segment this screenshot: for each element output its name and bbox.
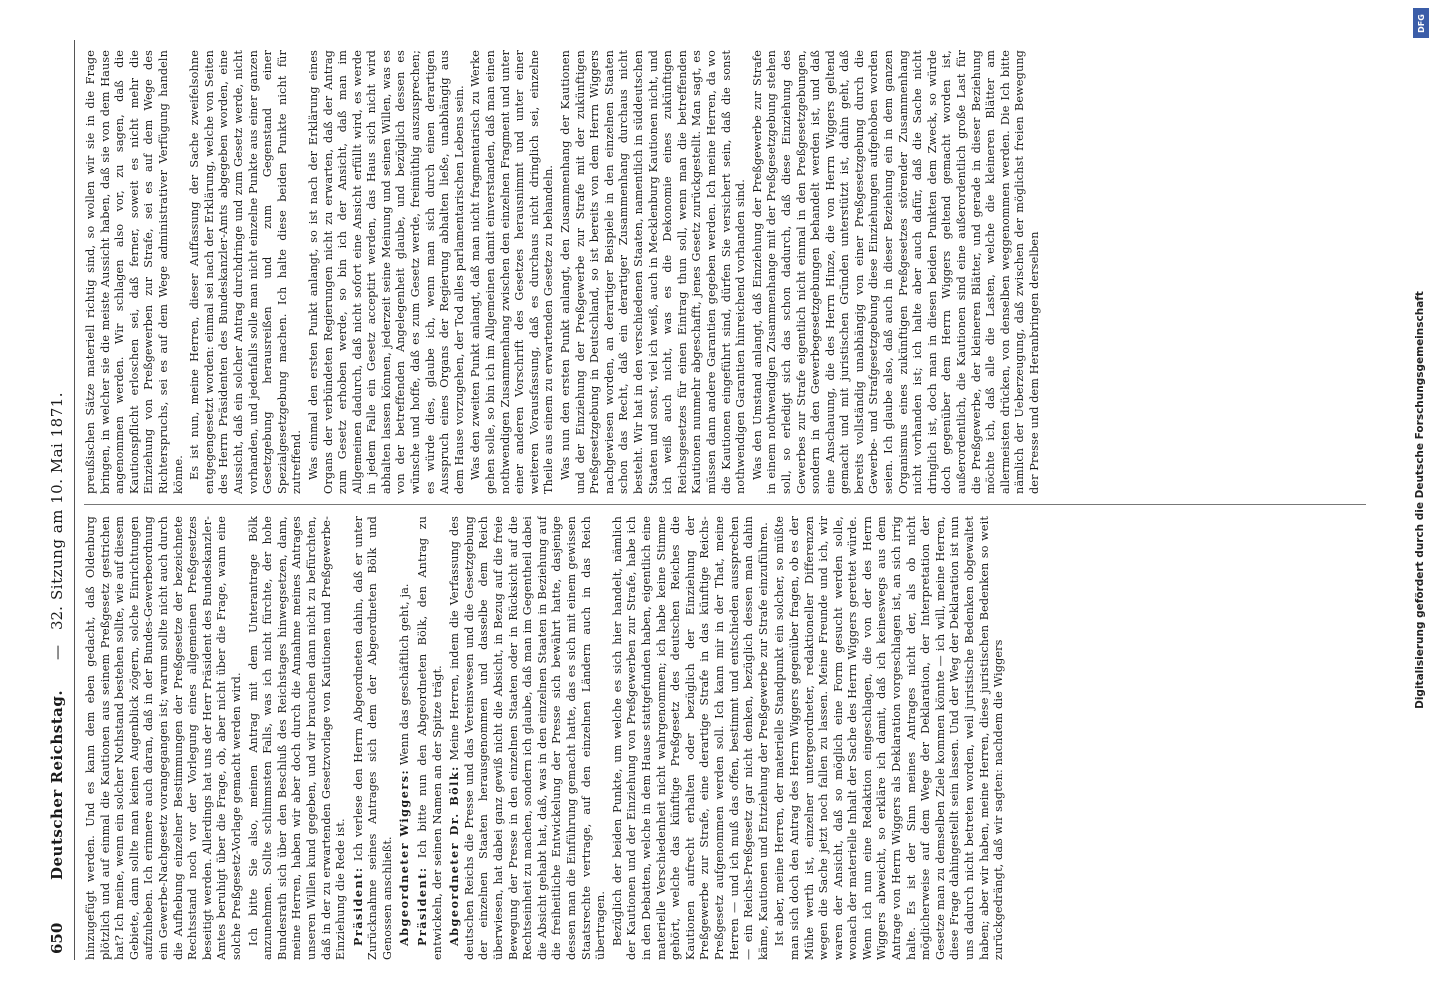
column-divider: [84, 504, 1366, 505]
paragraph: [415, 516, 445, 960]
session-date: Sitzung am 10. Mai 1871.: [48, 391, 66, 600]
paragraph-text: Was einmal den ersten Punkt anlangt, so ist nach der Erklärung eines Organs der verbündeten Regierungen nicht zu erwarten, daß der Antrag zum Gesetz erhoben werde, so bin ich der Ansicht, daß man im Allgemeinen dadurch, daß nicht sofort eine Ansicht erfüllt wird, es werde in jedem Falle ein Gesetz acceptirt werden, das Haus sich nicht wird abhalten lassen können, jederzeit seine Meinung und seinen Willen, was es von der betreffenden Angelegenheit glaube, und bezüglich dessen es wünsche und hoffe, daß es zum Gesetz werde, freimüthig auszusprechen; es würde dies, glaube ich, wenn man sich durch einen derartigen Ausspruch eines Organs der Regierung abhalten ließe, unabhängig aus dem Hause vorzugehen, der Tod alles parlamentarischen Lebens sein.: [306, 50, 466, 494]
paragraph: [773, 516, 1007, 960]
paragraph: [397, 516, 413, 960]
paragraph: [751, 50, 1043, 494]
paragraph-text: Ich bitte nun den Abgeordneten Bölk, den Antrag zu entwickeln, der seinen Namen an der Spitze trägt.: [416, 516, 444, 960]
paragraph: [611, 516, 772, 960]
paragraph-text: Ich bitte Sie also, meinen Antrag mit dem Unterantrage Bölk anzunehmen. Sollte schlimmsten Falls, was ich nicht fürchte, der hohe Bundesrath sich über den Beschluß des Reichstages hinwegsetzen, dann, meine Herren, haben wir aber doch durch die Annahme meines Antrages unseren Willen kund gegeben, und wir brauchen dann nicht zu befürchten, daß in der zu erwartenden Gesetzvorlage von Kautionen und Preßgewerbe-Einziehung die Rede ist.: [246, 516, 348, 960]
paragraph: [351, 516, 396, 960]
dfg-logo: [1413, 8, 1429, 38]
speaker-name: Abgeordneter Wiggers:: [397, 768, 412, 946]
paragraph-text: Bezüglich der beiden Punkte, um welche es sich hier handelt, nämlich der Kautionen und der Einziehung von Preßgewerben zur Strafe, habe ich in den Debatten, welche in dem Hause stattgefunden haben, eigentlich eine materielle Verschiedenheit nicht wahrgenommen; ich habe keine Stimme gehört, welche das künftige Preßgesetz des deutschen Reiches die Kautionen aufrecht erhalten oder bezüglich der Einziehung der Preßgewerbe zur Strafe, eine derartige Strafe in das künftige Reichs-Preßgesetz aufgenommen werden soll. Ich kann mir in der That, meine Herren — und ich muß das offen, bestimmt und entschieden aussprechen — ein Reichs-Preßgesetz gar nicht denken, bezüglich dessen man dahin käme, Kautionen und Entziehung der Preßgewerbe zur Strafe einzuführen.: [610, 516, 770, 960]
paragraph: [447, 516, 609, 960]
paragraph: [84, 50, 186, 494]
paragraph-text: Es ist nun, meine Herren, dieser Auffassung der Sache zweifelsohne entgegengesetzt worden: einmal sei nach der Erklärung, welche von Seiten des Herrn Präsidenten des Bundeskanzler-Amts abgegeben worden, eine Aussicht, daß ein solcher Antrag durchdringe und zum Gesetz werde, nicht vorhanden, und jedenfalls solle man nicht einzelne Punkte aus einer ganzen Gesetzgebung herausreißen und zum Gegenstand einer Spezialgesetzgebung machen. Ich halte diese beiden Punkte nicht für zutreffend.: [188, 50, 304, 494]
paragraph: [84, 516, 245, 960]
paragraph-text: Ich verlese den Herrn Abgeordneten dahin, daß er unter Zurücknahme seines Antrages sich dem der Abgeordneten Bölk und Genossen anschließt.: [351, 516, 394, 960]
paragraph-text: Meine Herren, indem die Verfassung des deutschen Reichs die Presse und das Vereinswesen und die Gesetzgebung der einzelnen Staaten herausgenommen und dasselbe dem Reich überwiesen, hat dabei ganz gewiß nicht die Absicht, in Bezug auf die freie Bewegung der Presse in den einzelnen Staaten oder in Rücksicht auf die Rechtseinheit zu machen, sondern ich glaube, daß man im Gegentheil dabei die Absicht gehabt hat, daß, was in den einzelnen Staaten in Beziehung auf die freiheitliche Entwickelung der Presse sich bewährt hatte, dasjenige dessen man die Einführung gemacht hatte, das es sich mit einem gewissen Staatsrechte vertrage, auf den einzelnen Ländern auch in das Reich übertragen.: [448, 516, 608, 960]
session-number: 32.: [48, 606, 66, 630]
paragraph: [188, 50, 305, 494]
page-number: 650: [48, 922, 66, 954]
paragraph-text: Was den zweiten Punkt anlangt, daß man nicht fragmentarisch zu Werke gehen solle, so bin ich im Allgemeinen damit einverstanden, daß man einen nothwendigen Zusammenhang zwischen den einzelnen Fragment und unter einer anderen Vorschrift des Gesetzes herausnimmt und unter einer weiteren Vorausfassung, daß es durchaus nicht dringlich sei, einzelne Theile aus einem zu erwartenden Gesetze zu behandeln.: [469, 50, 556, 494]
digitization-credit: Digitalisierung gefördert durch die Deutsche Forschungsgemeinschaft: [1414, 291, 1426, 709]
left-text-column: [84, 516, 1366, 960]
speaker-name: Abgeordneter Dr. Bölk:: [447, 765, 462, 946]
paragraph-text: preußischen Sätze materiell richtig sind, so wollen wir sie in die Frage bringen, in welcher sie die meiste Aussicht haben, daß sie von dem Hause angenommen werden. Wir schlagen also vor, zu sagen, daß die Kautionspflicht erloschen sei, daß ferner, soweit es nicht mehr die Einziehung von Preßgewerben zur Strafe, sei es auf dem Wege des Richterspruchs, sei es auf dem Wege administrativer Verfügung handeln könne.: [84, 50, 185, 494]
dfg-logo-text: DFG: [1416, 13, 1426, 33]
paragraph-text: Wenn das geschäftlich geht, ja.: [398, 583, 412, 766]
paragraph-text: hinzugefügt werden. Und es kann dem eben gedacht, daß Oldenburg plötzlich und auf einmal die Kautionen aus seinem Preßgesetz gestrichen hat? Ich meine, wenn ein solcher Nothstand bestehen sollte, wie auf diesem Gebiete, dann sollte man keinen Augenblick zögern, solche Einrichtungen aufzuheben. Ich erinnere auch daran, daß in der Bundes-Gewerbeordnung ein Gewerbe-Nachgesetz vorangegangen ist; warum sollte nicht auch durch die Aufhebung einzelner Bestimmungen der Preßgesetze der bezeichnete Rechtsstand noch vor der Vorlegung eines allgemeinen Preßgesetzes beseitigt werden. Allerdings hat uns der Herr Präsident des Bundeskanzler-Amtes beruhigt über die Frage, ob, aber nicht über die Frage, wann eine solche Preßgesetz-Vorlage gemacht werden wird.: [84, 516, 243, 960]
right-text-column: [84, 50, 1366, 494]
page-header: [44, 40, 75, 960]
paragraph-text: Ist aber, meine Herren, der materielle Standpunkt ein solcher, so müßte man sich doch den Antrag des Herrn Wiggers gegenüber fragen, ob es der Mühe werth ist, einzelner untergeordneter, redaktioneller Differenzen wegen die Sache jetzt noch fallen zu lassen. Meine Freunde und ich, wir waren der Ansicht, daß so möglich eine Form gesucht werden solle, wonach der materielle Inhalt der Sache des Herrn Wiggers gerettet würde. Wenn ich nun eine Redaktion eingeschlagen, die von der des Herrn Wiggers abweicht, so erkläre ich damit, daß ich keineswegs aus dem Antrage von Herrn Wiggers als Deklaration vorgeschlagen ist, an sich irrig halte. Es ist der Sinn meines Antrages nicht der, als ob nicht möglicherweise auf dem Wege der Deklaration, der Interpretation der Gesetze man zu demselben Ziele kommen könnte — ich will, meine Herren, diese Frage dahingestellt sein lassen. Und der Weg der Deklaration ist nun uns dadurch nicht betreten worden, weil juristische Bedenken obgewaltet haben; aber wir haben, meine Herren, diese juristischen Bedenken so weit zurückgedrängt, daß wir sagten: nachdem die Wiggers: [773, 516, 1006, 960]
speaker-name: Präsident:: [350, 866, 365, 946]
running-title: Deutscher Reichstag.: [48, 689, 66, 880]
speaker-name: Präsident:: [415, 866, 430, 946]
paragraph: [307, 50, 468, 494]
paragraph-text: Was den Umstand anlangt, daß Einziehung der Preßgewerbe zur Strafe in einem nothwendigen Zusammenhange mit der Preßgesetzgebung stehen soll, so erledigt sich das schon dadurch, daß diese Einziehung des Gewerbes zur Strafe eigentlich nicht einmal in den Preßgesetzgebungen, sondern in den Gewerbegesetzgebungen behandelt werden ist, und daß eine Anschauung, die des Herrn Hinze, die von Herrn Wiggers geltend gemacht und mit juristischen Gründen unterstützt ist, dahin geht, daß bereits vollständig unabhängig von einer Preßgesetzgebung durch die Gewerbe- und Strafgesetzgebung diese Einziehungen aufgehoben worden seien. Ich glaube also, daß auch in dieser Beziehung ein in dem ganzen Organismus eines zukünftigen Preßgesetzes störender Zusammenhang nicht vorhanden ist; ich halte aber auch dafür, daß die Sache nicht dringlich ist, doch man in diesen beiden Punkten dem Zweck, so würde doch gegenüber dem Herrn Wiggers geltend gemacht worden ist, außerordentlich, die Kautionen sind eine außerordentlich große Last für die Preßgewerbe, der kleineren Blätter, und gerade in dieser Beziehung möchte ich, daß alle die Lasten, welche die kleineren Blätter am allermeisten drücken, von denselben weggenommen werden. Die Ich bitte nämlich der Ueberzeugung, daß zwischen der möglichst freien Bewegung der Presse und dem Heranbringen derselben: [750, 50, 1041, 494]
paragraph-text: Was nun den ersten Punkt anlangt, den Zusammenhang der Kautionen und der Einziehung der Preßgewerbe zur Strafe mit der zukünftigen Preßgesetzgebung in Deutschland, so ist bereits von dem Herrn Wiggers nachgewiesen worden, an derartiger Beispiele in den einzelnen Staaten schon das Recht, daß ein derartiger Zusammenhang durchaus nicht besteht. Wir hat in den verschiedenen Staaten, namentlich in süddeutschen Staaten und sonst, viel ich weiß, auch in Mecklenburg Kautionen nicht, und ich weiß auch nicht, was es die Dekonomie eines zukünftigen Reichsgesetzes für einen Eintrag thun soll, wenn man die betreffenden Kautionen nunmehr abgeschafft, jenes Gesetz zurückgestellt. Man sagt, es müssen dann andere Garantien gegeben werden. Ich meine Herren, da wo die Kautionen eingeführt sind, dürfen Sie versichert sein, daß die sonst nothwendigen Garantien hinreichend vorhanden sind.: [559, 50, 748, 494]
paragraph: [559, 50, 749, 494]
header-separator: —: [48, 645, 66, 660]
paragraph: [469, 50, 557, 494]
scanned-page: [44, 40, 1374, 960]
paragraph: [247, 516, 349, 960]
